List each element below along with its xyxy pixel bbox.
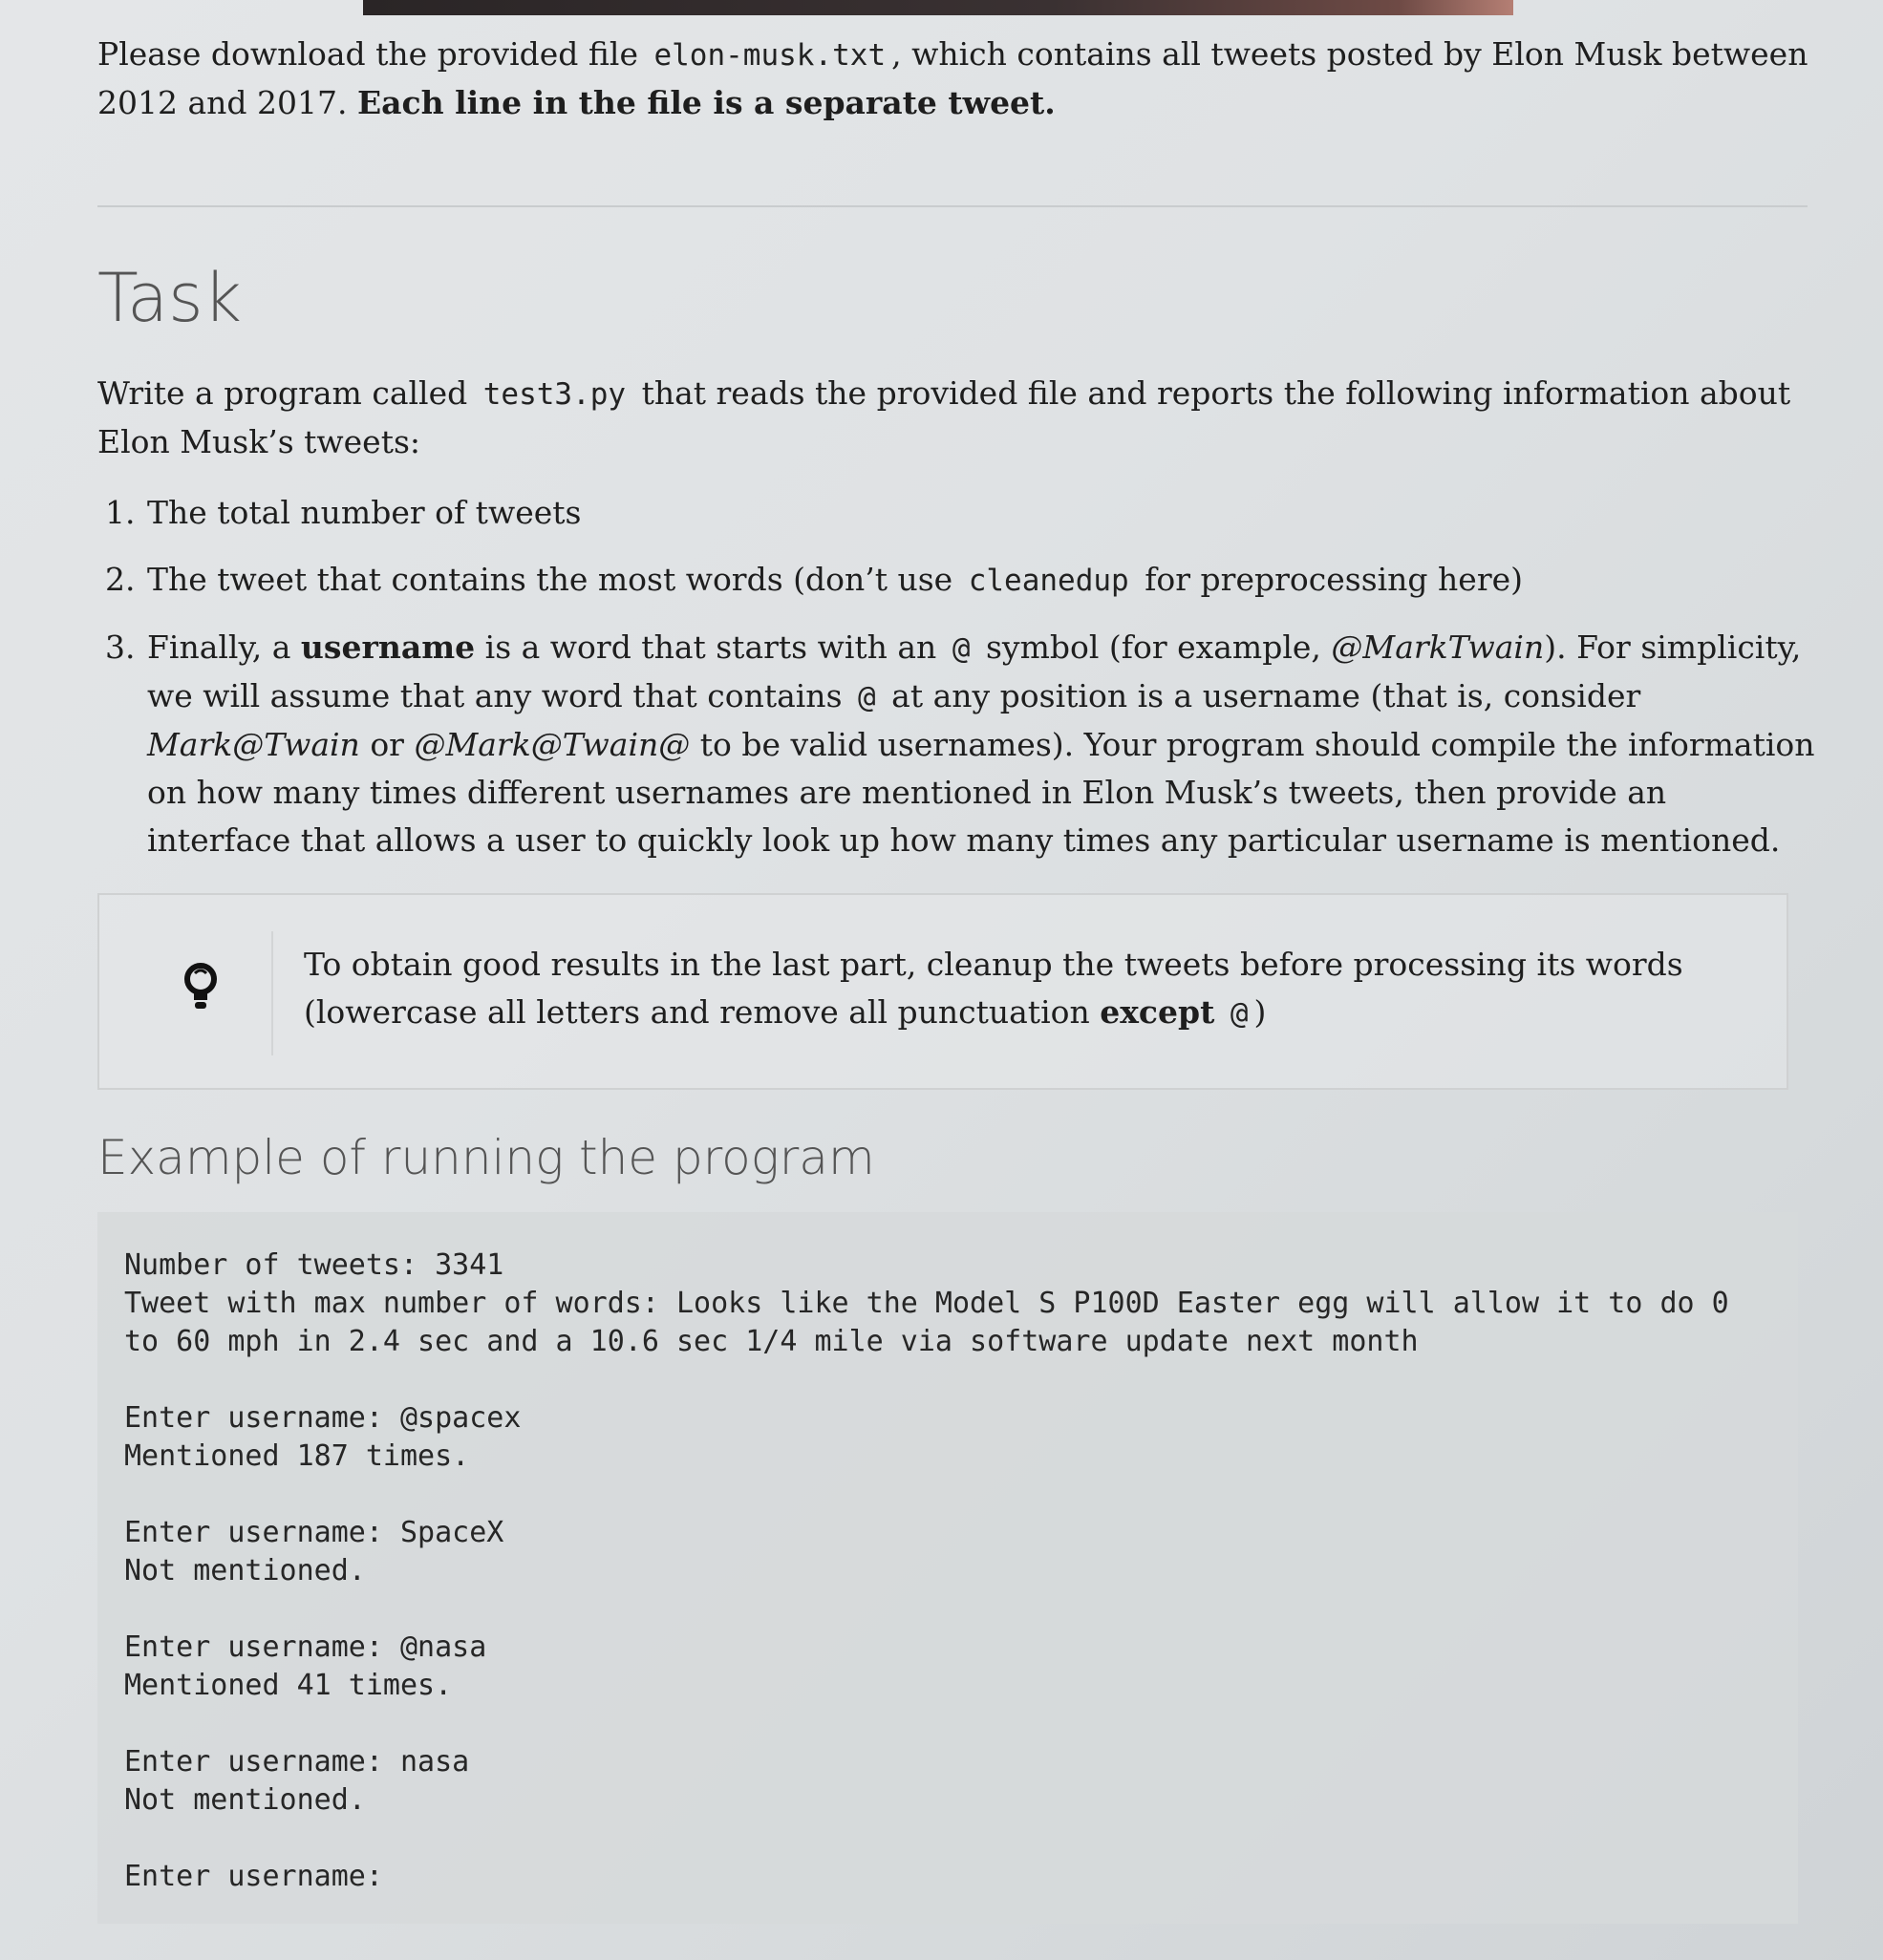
- tip-text: [304, 941, 1737, 1037]
- example-username-3: @Mark@Twain@: [414, 726, 691, 763]
- intro-paragraph: [97, 31, 1817, 127]
- intro-middle: , which contains all tweets posted by Elon Musk between 2012 and 2017.: [97, 35, 1808, 121]
- requirement-three-e: at any position is a username (that is, consider: [891, 677, 1641, 714]
- console-gap: [124, 1361, 1771, 1399]
- requirement-three-c: symbol (for example,: [985, 628, 1321, 666]
- console-gap: [124, 1590, 1771, 1629]
- requirement-two-suffix: for preprocessing here): [1145, 561, 1524, 598]
- intro-prefix: Please download the provided file: [97, 35, 638, 73]
- program-name-code: test3.py: [482, 377, 627, 412]
- console-gap: [124, 1476, 1771, 1514]
- requirement-three-f: or: [370, 726, 404, 763]
- tip-divider: [271, 931, 273, 1055]
- list-item: [145, 624, 1817, 864]
- requirements-list: [97, 489, 1817, 864]
- console-line: Enter username: SpaceX: [124, 1516, 504, 1549]
- filename-code: elon-musk.txt: [653, 38, 887, 73]
- requirement-three-b: is a word that starts with an: [484, 628, 937, 666]
- assignment-content: [97, 29, 1817, 1924]
- requirement-two-prefix: The tweet that contains the most words (don’t use: [147, 561, 953, 598]
- at-symbol-code-2: @: [858, 680, 876, 714]
- console-line: Not mentioned.: [124, 1783, 366, 1817]
- requirement-three-g: to be valid usernames). Your program should compile the information on how many times different usernames are mentioned in Elon Musk’s tweets, then provide an interface that allows a user to quickly look up how many times any particular username is mentioned.: [147, 726, 1815, 859]
- example-username-2: Mark@Twain: [147, 726, 360, 763]
- console-line: Not mentioned.: [124, 1554, 366, 1587]
- task-paragraph: [97, 370, 1817, 466]
- tip-text-bold: except: [1100, 993, 1215, 1031]
- console-line: Mentioned 187 times.: [124, 1439, 470, 1473]
- task-suffix: that reads the provided file and reports the following information about Elon Musk’s tweets:: [97, 374, 1791, 460]
- at-symbol-code: @: [952, 631, 971, 666]
- console-line: Tweet with max number of words: Looks like the Model S P100D Easter egg will allow it to do 0 to 60 mph in 2.4 sec and a 10.6 sec 1/4 mile via software update next month: [124, 1287, 1746, 1358]
- lightbulb-icon: [182, 962, 220, 1019]
- cleanedup-code: cleanedup: [968, 564, 1129, 598]
- example-heading: Example of running the program: [97, 1130, 875, 1185]
- tip-at-code: @: [1230, 996, 1249, 1031]
- tip-text-main: To obtain good results in the last part, cleanup the tweets before processing its words (lowercase all letters and remove all punctuation: [304, 946, 1683, 1031]
- task-prefix: Write a program called: [97, 374, 468, 412]
- console-line: Enter username: @spacex: [124, 1401, 522, 1435]
- console-line: Enter username: @nasa: [124, 1630, 487, 1664]
- console-line: Enter username: nasa: [124, 1745, 470, 1779]
- console-line: Enter username:: [124, 1860, 383, 1893]
- requirement-three-a: Finally, a: [147, 628, 291, 666]
- tip-close-paren: ): [1253, 993, 1267, 1031]
- example-username-1: @MarkTwain: [1331, 628, 1545, 666]
- console-gap: [124, 1820, 1771, 1858]
- section-divider: [97, 205, 1808, 207]
- top-image-strip: [363, 0, 1513, 15]
- task-heading: Task: [97, 259, 243, 337]
- requirement-three-d: ). For simplicity, we will assume that any word that contains: [147, 628, 1802, 714]
- tip-box: [97, 893, 1788, 1090]
- list-item: [145, 489, 1817, 537]
- console-line: Number of tweets: 3341: [124, 1248, 504, 1282]
- console-gap: [124, 1705, 1771, 1743]
- username-bold: username: [300, 628, 476, 666]
- list-item: [145, 556, 1817, 605]
- example-console-output: [97, 1212, 1798, 1924]
- intro-bold: Each line in the file is a separate tweet.: [357, 84, 1056, 121]
- console-line: Mentioned 41 times.: [124, 1669, 453, 1702]
- requirement-one: The total number of tweets: [147, 494, 582, 531]
